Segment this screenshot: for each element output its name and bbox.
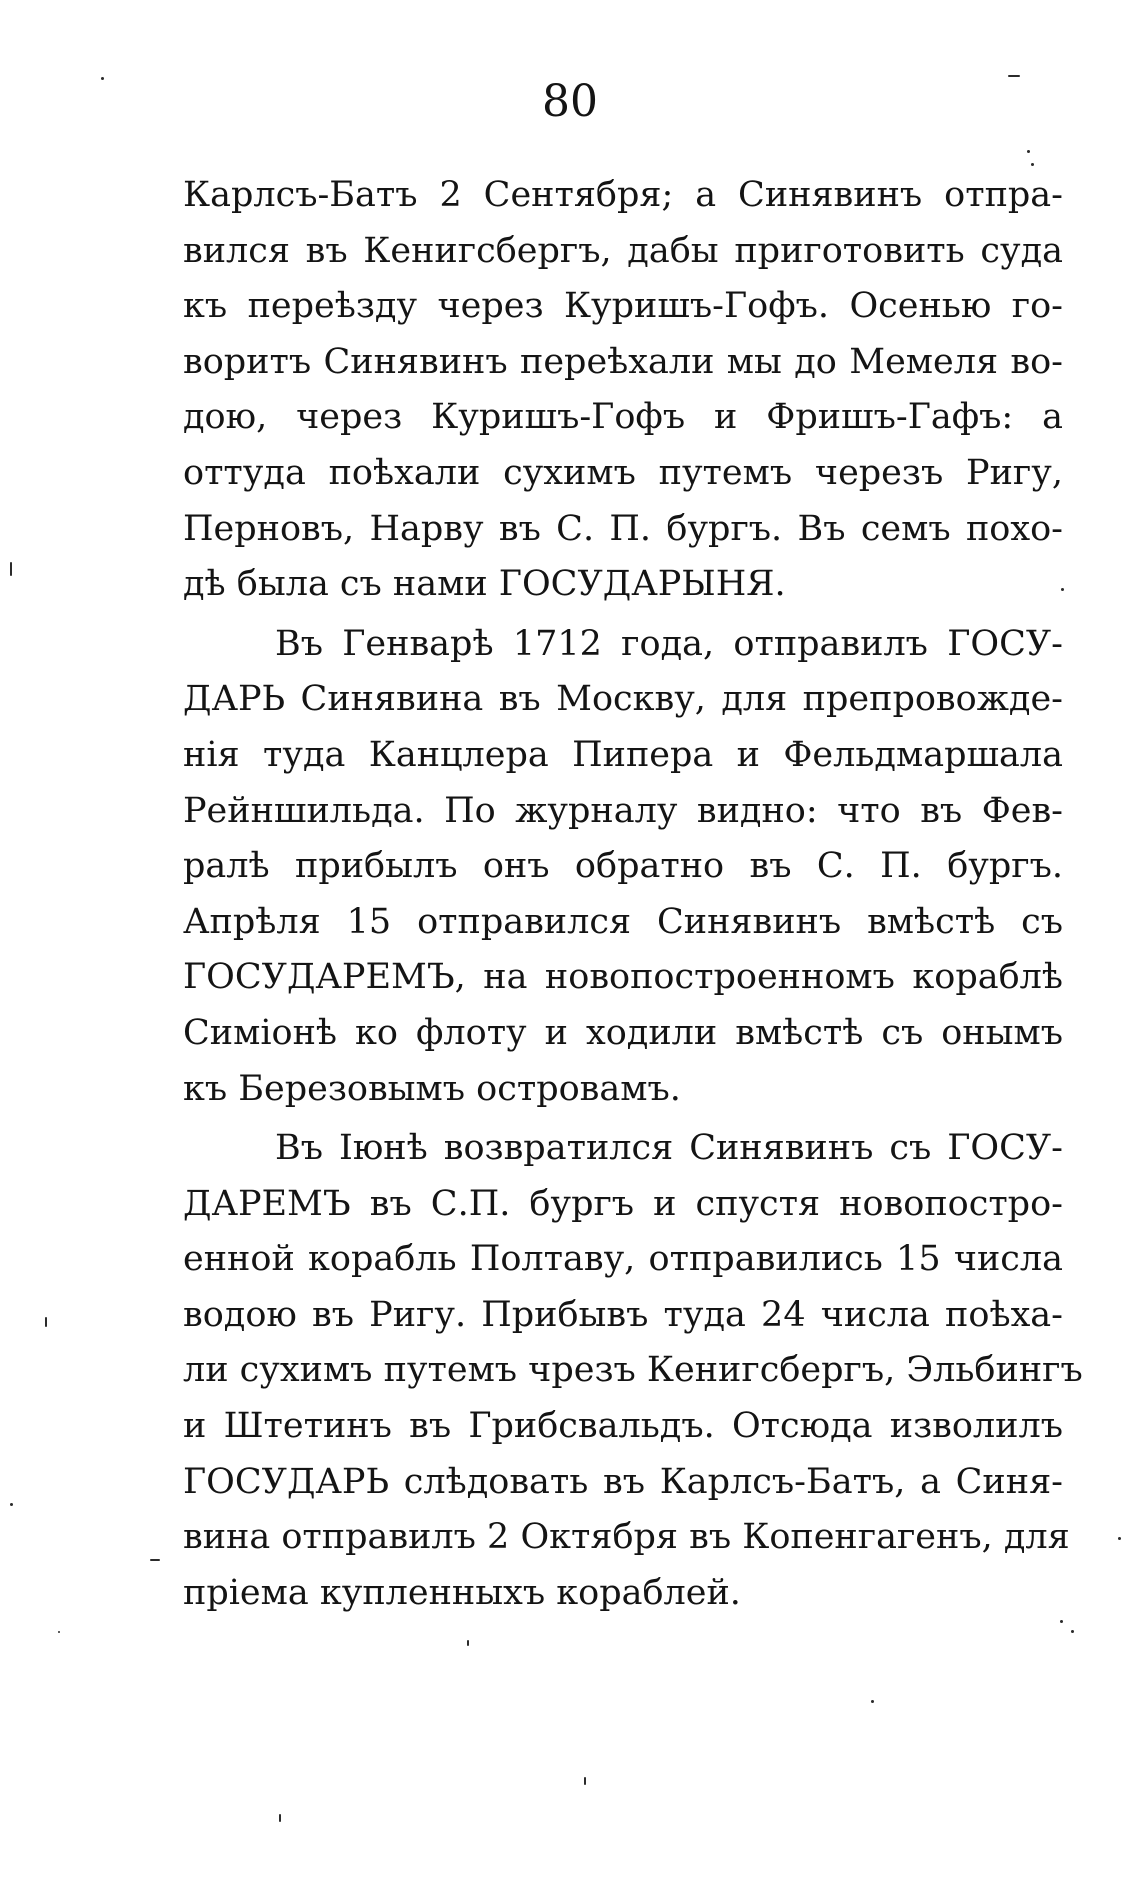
ink-speck [871,1700,874,1703]
text-line: ГОСУДАРЬ слѣдовать въ Карлсъ-Батъ, а Синя- [183,1461,1063,1502]
text-line: воритъ Синявинъ переѣхали мы до Мемеля во- [183,341,1063,382]
ink-speck [58,1631,60,1633]
text-line: нія туда Канцлера Пипера и Фельдмаршала [183,734,1063,775]
text-line: вина отправилъ 2 Октября въ Копенгагенъ, для [183,1517,1070,1558]
ink-speck [1008,75,1020,77]
text-line: къ Березовымъ островамъ. [183,1068,681,1109]
text-line: ГОСУДАРЕМЪ, на новопостроенномъ кораблѣ [183,957,1063,998]
text-line: ралѣ прибылъ онъ обратно въ С. П. бургъ. [183,846,1063,887]
paragraph-1 [183,168,1063,613]
text-line: къ переѣзду через Куришъ-Гофъ. Осенью го- [183,286,1063,327]
text-line: дою, через Куришъ-Гофъ и Фришъ-Гафъ: а [183,397,1063,438]
text-line: Апрѣля 15 отправился Синявинъ вмѣстѣ съ [183,901,1063,942]
text-line: Рейншильда. По журналу видно: что въ Фев- [183,790,1063,831]
ink-speck [467,1640,469,1646]
ink-speck [1071,1630,1074,1633]
ink-speck [101,77,104,80]
ink-speck [10,1503,13,1506]
text-line: дѣ была съ нами ГОСУДАРЫНЯ. [183,564,786,605]
text-line: Перновъ, Нарву въ С. П. бургъ. Въ семъ похо- [183,508,1063,549]
ink-speck [1061,588,1064,591]
ink-speck [1060,1620,1063,1623]
text-line: водою въ Ригу. Прибывъ туда 24 числа поѣха- [183,1294,1063,1335]
text-line: и Штетинъ въ Грибсвальдъ. Отсюда изволилъ [183,1406,1063,1447]
ink-speck [1031,163,1034,166]
page-number: 80 [542,76,598,127]
text-line: ДАРЕМЪ въ С.П. бургъ и спустя новопостро- [183,1183,1063,1224]
ink-speck [1118,1537,1121,1540]
ink-speck [10,562,12,576]
body-text [183,168,1083,1621]
text-line: ли сухимъ путемъ чрезъ Кенигсбергъ, Эльбингъ [183,1350,1083,1391]
text-line: Симіонѣ ко флоту и ходили вмѣстѣ съ онымъ [183,1012,1063,1053]
paragraph-3 [183,1121,1083,1621]
text-line: вился въ Кенигсбергъ, дабы приготовить суда [183,230,1063,271]
ink-speck [150,1559,160,1561]
ink-speck [584,1777,586,1785]
paragraph-2 [183,617,1063,1117]
ink-speck [279,1814,281,1822]
text-line: Въ Генварѣ 1712 года, отправилъ ГОСУ- [275,623,1063,664]
text-line: енной корабль Полтаву, отправились 15 числа [183,1239,1063,1280]
ink-speck [45,1317,47,1327]
text-line: ДАРЬ Синявина въ Москву, для препровожде- [183,679,1063,720]
text-line: Карлсъ-Батъ 2 Сентября; а Синявинъ отпра- [183,175,1063,215]
text-line: пріема купленныхъ кораблей. [183,1572,741,1613]
text-line: оттуда поѣхали сухимъ путемъ черезъ Ригу, [183,452,1063,493]
ink-speck [1027,150,1030,153]
text-line: Въ Іюнѣ возвратился Синявинъ съ ГОСУ- [275,1128,1063,1169]
